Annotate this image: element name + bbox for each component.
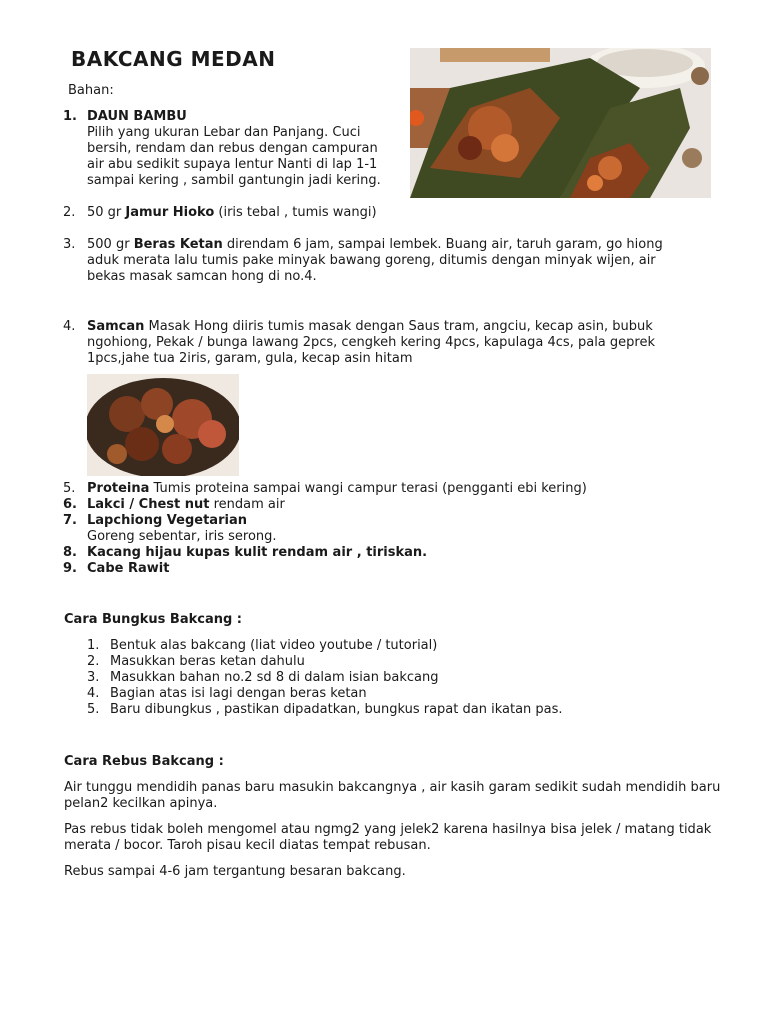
bahan-label: Bahan: [68, 83, 114, 98]
item-5-number: 5. [63, 481, 76, 496]
item-9-number: 9. [63, 561, 77, 576]
bungkus-step: Baru dibungkus , pastikan dipadatkan, bungkus rapat dan ikatan pas. [110, 702, 563, 717]
item-1-line: Pilih yang ukuran Lebar dan Panjang. Cuci [87, 125, 361, 140]
item-4-line: 1pcs,jahe tua 2iris, garam, gula, kecap asin hitam [87, 351, 413, 366]
samcan-photo [87, 374, 239, 476]
item-1-line: air abu sedikit supaya lentur Nanti di lap 1-1 [87, 157, 378, 172]
rebus-paragraph: Rebus sampai 4-6 jam tergantung besaran bakcang. [64, 864, 406, 879]
item-4-text: Samcan Masak Hong diiris tumis masak dengan Saus tram, angciu, kecap asin, bubuk [87, 319, 653, 334]
bungkus-step-number: 2. [87, 654, 100, 669]
bungkus-heading: Cara Bungkus Bakcang : [64, 612, 243, 627]
item-6-text: Lakci / Chest nut rendam air [87, 497, 285, 512]
bungkus-step-number: 5. [87, 702, 100, 717]
bungkus-step: Masukkan bahan no.2 sd 8 di dalam isian bakcang [110, 670, 439, 685]
item-3-line: bekas masak samcan hong di no.4. [87, 269, 317, 284]
item-9-text: Cabe Rawit [87, 561, 170, 576]
rebus-heading: Cara Rebus Bakcang : [64, 754, 224, 769]
item-2-text: 50 gr Jamur Hioko (iris tebal , tumis wangi) [87, 205, 377, 220]
bungkus-step-number: 4. [87, 686, 100, 701]
bakcang-photo [410, 48, 711, 198]
bungkus-step: Bentuk alas bakcang (liat video youtube / tutorial) [110, 638, 438, 653]
item-7-number: 7. [63, 513, 77, 528]
bungkus-step: Bagian atas isi lagi dengan beras ketan [110, 686, 367, 701]
bungkus-step-number: 1. [87, 638, 100, 653]
item-3-number: 3. [63, 237, 76, 252]
rebus-paragraph: Pas rebus tidak boleh mengomel atau ngmg2 yang jelek2 karena hasilnya bisa jelek / matang tidak merata / bocor. Taroh pisau kecil diatas tempat rebusan. [64, 822, 712, 853]
item-6-number: 6. [63, 497, 77, 512]
item-7-title: Lapchiong Vegetarian [87, 513, 247, 528]
bungkus-step-number: 3. [87, 670, 100, 685]
bungkus-step: Masukkan beras ketan dahulu [110, 654, 305, 669]
item-1-line: bersih, rendam dan rebus dengan campuran [87, 141, 378, 156]
recipe-title: BAKCANG MEDAN [71, 47, 276, 71]
item-7-line: Goreng sebentar, iris serong. [87, 529, 277, 544]
item-1-title: DAUN BAMBU [87, 109, 187, 124]
item-1-line: sampai kering , sambil gantungin jadi kering. [87, 173, 381, 188]
item-3-line: aduk merata lalu tumis pake minyak bawang goreng, ditumis dengan minyak wijen, air [87, 253, 656, 268]
item-2-number: 2. [63, 205, 76, 220]
item-1-number: 1. [63, 109, 77, 124]
item-8-number: 8. [63, 545, 77, 560]
item-5-text: Proteina Tumis proteina sampai wangi campur terasi (pengganti ebi kering) [87, 481, 587, 496]
item-4-line: ngohiong, Pekak / bunga lawang 2pcs, cengkeh kering 4pcs, kapulaga 4cs, pala geprek [87, 335, 655, 350]
item-4-number: 4. [63, 319, 76, 334]
item-8-text: Kacang hijau kupas kulit rendam air , tiriskan. [87, 545, 428, 560]
rebus-paragraph: Air tunggu mendidih panas baru masukin bakcangnya , air kasih garam sedikit sudah mendidih baru pelan2 kecilkan apinya. [64, 780, 721, 811]
item-3-text: 500 gr Beras Ketan direndam 6 jam, sampai lembek. Buang air, taruh garam, go hiong [87, 237, 663, 252]
